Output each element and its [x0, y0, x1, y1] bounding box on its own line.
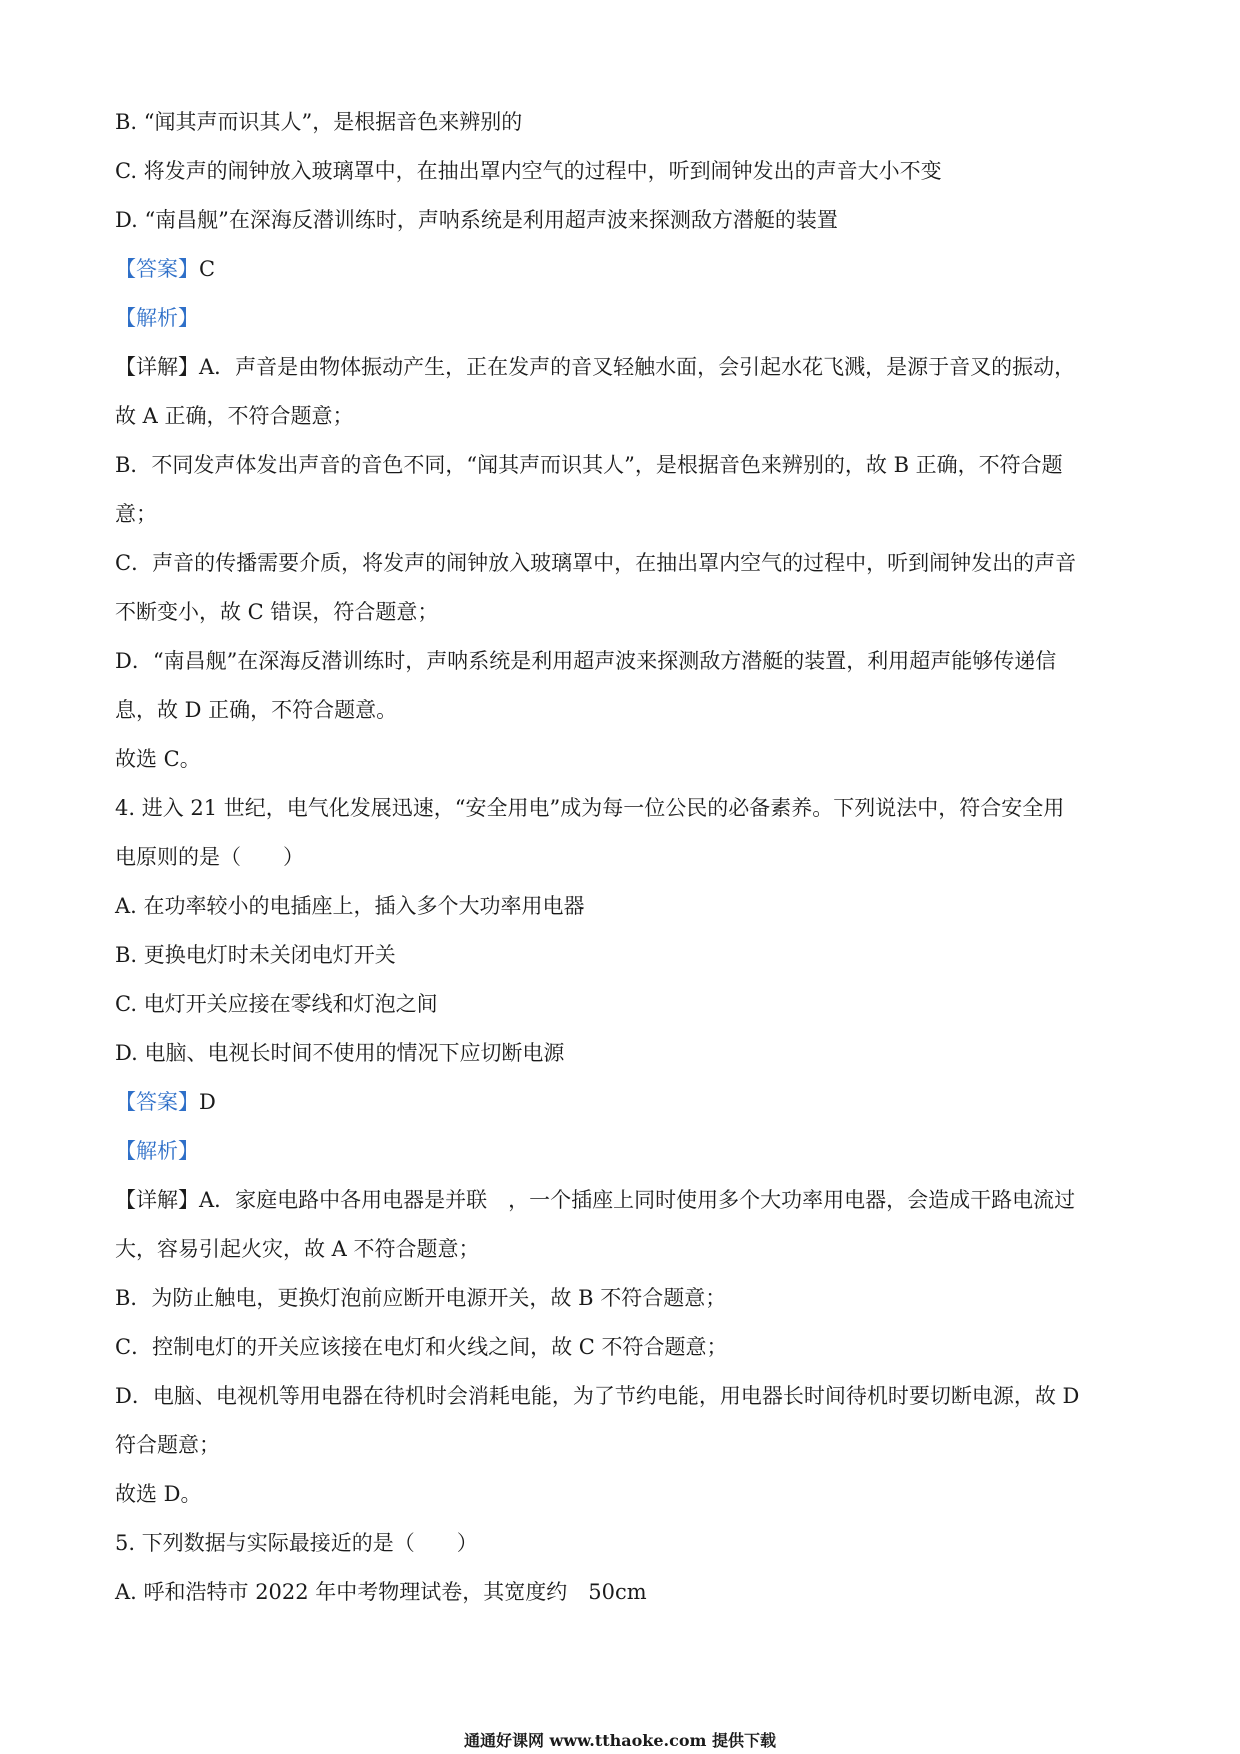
q3-detail-line: C．声音的传播需要介质，将发声的闹钟放入玻璃罩中，在抽出罩内空气的过程中，听到闹钟发出的声音 [115, 551, 1077, 575]
q4-analysis [115, 1127, 1125, 1176]
q3-detail-line: 意； [115, 502, 157, 526]
q4-detail-text: A．家庭电路中各用电器是并联 ，一个插座上同时使用多个大功率用电器，会造成干路电流过 [199, 1188, 1076, 1212]
q3-detail-line: 不断变小，故 C 错误，符合题意； [115, 600, 439, 624]
q4-answer [115, 1078, 1125, 1127]
q4-stem-line: 4. 进入 21 世纪，电气化发展迅速，“安全用电”成为每一位公民的必备素养。下列说法中，符合安全用 [115, 796, 1065, 820]
q4-option-d: D. 电脑、电视长时间不使用的情况下应切断电源 [115, 1041, 565, 1065]
q3-detail-line: D．“南昌舰”在深海反潜训练时，声呐系统是利用超声波来探测敌方潜艇的装置，利用超声能够传递信 [115, 649, 1057, 673]
q3-conclusion: 故选 C。 [115, 747, 201, 771]
q4-answer-value: D [199, 1090, 216, 1114]
q4-answer-tag: 【答案】 [115, 1090, 199, 1114]
q4-detail-line: D．电脑、电视机等用电器在待机时会消耗电能，为了节约电能，用电器长时间待机时要切断电源，故 D [115, 1384, 1080, 1408]
q4-option-c: C. 电灯开关应接在零线和灯泡之间 [115, 992, 438, 1016]
q5-stem: 5. 下列数据与实际最接近的是（ ） [115, 1531, 478, 1555]
q3-detail-tag: 【详解】 [115, 355, 199, 379]
q4-detail-line: 大，容易引起火灾，故 A 不符合题意； [115, 1237, 480, 1261]
q3-answer [115, 245, 1125, 294]
q3-option-d: D. “南昌舰”在深海反潜训练时，声呐系统是利用超声波来探测敌方潜艇的装置 [115, 208, 838, 232]
q4-detail-tag: 【详解】 [115, 1188, 199, 1212]
q3-detail-line: 故 A 正确，不符合题意； [115, 404, 354, 428]
q3-answer-value: C [199, 257, 216, 281]
q4-detail-line: B．为防止触电，更换灯泡前应断开电源开关，故 B 不符合题意； [115, 1286, 727, 1310]
q3-detail-line [115, 343, 1125, 392]
q4-option-b: B. 更换电灯时未关闭电灯开关 [115, 943, 396, 967]
q3-detail-line: 息，故 D 正确，不符合题意。 [115, 698, 398, 722]
q3-analysis-tag: 【解析】 [115, 306, 199, 330]
q4-detail-line: 符合题意； [115, 1433, 220, 1457]
q4-stem-line: 电原则的是（ ） [115, 845, 304, 869]
page-footer: 通通好课网 www.tthaoke.com 提供下载 [463, 1731, 777, 1750]
q3-answer-tag: 【答案】 [115, 257, 199, 281]
q3-detail-line: B．不同发声体发出声音的音色不同，“闻其声而识其人”，是根据音色来辨别的，故 B 正确，不符合题 [115, 453, 1063, 477]
q3-option-c: C. 将发声的闹钟放入玻璃罩中，在抽出罩内空气的过程中，听到闹钟发出的声音大小不变 [115, 159, 942, 183]
q3-detail-text: A．声音是由物体振动产生，正在发声的音叉轻触水面，会引起水花飞溅，是源于音叉的振动， [199, 355, 1076, 379]
q4-option-a: A. 在功率较小的电插座上，插入多个大功率用电器 [115, 894, 585, 918]
q5-option-a: A. 呼和浩特市 2022 年中考物理试卷，其宽度约 50cm [115, 1580, 647, 1604]
q4-detail-line [115, 1176, 1125, 1225]
document-body [115, 98, 1125, 1617]
q4-analysis-tag: 【解析】 [115, 1139, 199, 1163]
q4-conclusion: 故选 D。 [115, 1482, 202, 1506]
q3-analysis [115, 294, 1125, 343]
q3-option-b: B. “闻其声而识其人”，是根据音色来辨别的 [115, 110, 523, 134]
q4-detail-line: C．控制电灯的开关应该接在电灯和火线之间，故 C 不符合题意； [115, 1335, 728, 1359]
